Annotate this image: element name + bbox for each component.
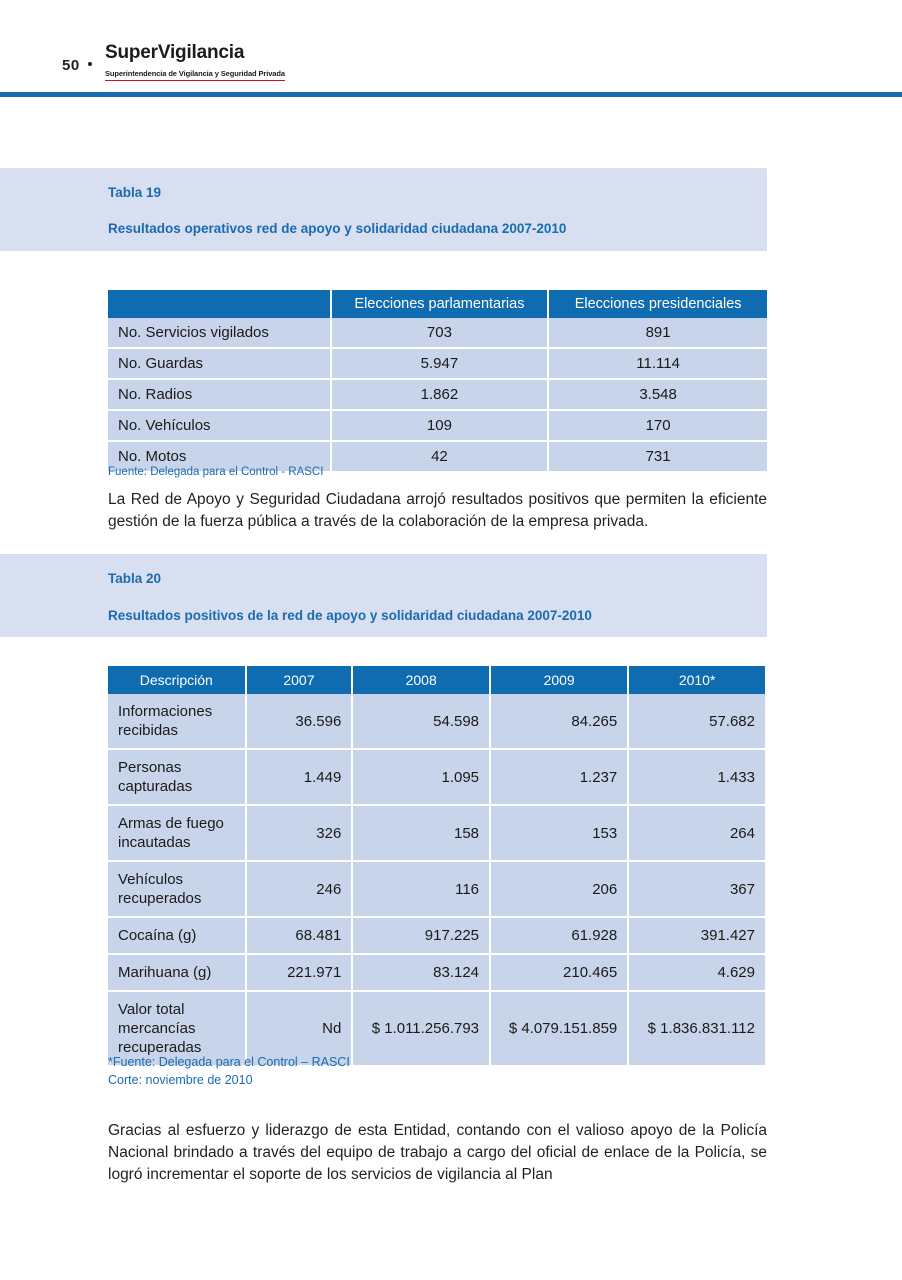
table-row bbox=[108, 379, 767, 410]
table19-row2-label: No. Radios bbox=[108, 379, 331, 410]
table19-row0-presidenciales: 891 bbox=[548, 318, 767, 348]
table20-row3-2009: 206 bbox=[490, 861, 628, 917]
table20-title: Resultados positivos de la red de apoyo y solidaridad ciudadana 2007-2010 bbox=[108, 608, 592, 623]
table-row bbox=[108, 861, 765, 917]
table20-row6-2009: $ 4.079.151.859 bbox=[490, 991, 628, 1065]
table-row bbox=[108, 348, 767, 379]
brand-logo bbox=[105, 42, 405, 81]
table19-label: Tabla 19 bbox=[108, 185, 162, 200]
table20-row5-desc: Marihuana (g) bbox=[108, 954, 246, 991]
table20-row2-2010: 264 bbox=[628, 805, 765, 861]
table19-row1-parlamentarias: 5.947 bbox=[331, 348, 549, 379]
page-header bbox=[0, 0, 902, 95]
table20-header-2009: 2009 bbox=[490, 666, 628, 694]
table20-header-2008: 2008 bbox=[352, 666, 490, 694]
table20-row3-2008: 116 bbox=[352, 861, 490, 917]
folio-dot-icon bbox=[88, 62, 92, 66]
table20-label: Tabla 20 bbox=[108, 571, 162, 586]
table-row bbox=[108, 805, 765, 861]
table20-row5-2010: 4.629 bbox=[628, 954, 765, 991]
table20-row6-desc: Valor total mercancías recuperadas bbox=[108, 991, 246, 1065]
table20-footnote-cutoff: Corte: noviembre de 2010 bbox=[108, 1073, 253, 1087]
table20-row3-2007: 246 bbox=[246, 861, 353, 917]
table19-title: Resultados operativos red de apoyo y solidaridad ciudadana 2007-2010 bbox=[108, 221, 567, 236]
table20-row1-2007: 1.449 bbox=[246, 749, 353, 805]
table19-row0-parlamentarias: 703 bbox=[331, 318, 549, 348]
brand-name: SuperVigilancia bbox=[105, 42, 245, 63]
table-19 bbox=[108, 290, 767, 471]
table19-caption-band bbox=[0, 168, 767, 251]
table19-row4-presidenciales: 731 bbox=[548, 441, 767, 471]
table19-row4-parlamentarias: 42 bbox=[331, 441, 549, 471]
table19-row3-presidenciales: 170 bbox=[548, 410, 767, 441]
table20-row4-2010: 391.427 bbox=[628, 917, 765, 954]
table20-row5-2008: 83.124 bbox=[352, 954, 490, 991]
table-row bbox=[108, 318, 767, 348]
table19-header-parlamentarias: Elecciones parlamentarias bbox=[331, 290, 549, 318]
table-row bbox=[108, 694, 765, 749]
table20-row6-2008: $ 1.011.256.793 bbox=[352, 991, 490, 1065]
table20-row4-2008: 917.225 bbox=[352, 917, 490, 954]
table20-row0-2009: 84.265 bbox=[490, 694, 628, 749]
table-row bbox=[108, 954, 765, 991]
table19-row0-label: No. Servicios vigilados bbox=[108, 318, 331, 348]
table20-row4-2009: 61.928 bbox=[490, 917, 628, 954]
table20-row3-2010: 367 bbox=[628, 861, 765, 917]
brand-subtitle: Superintendencia de Vigilancia y Seguridad Privada bbox=[105, 69, 285, 81]
table-header-row bbox=[108, 666, 765, 694]
table-20 bbox=[108, 666, 765, 1065]
table20-caption-band bbox=[0, 554, 767, 637]
table20-row1-desc: Personas capturadas bbox=[108, 749, 246, 805]
table20-header-2010: 2010* bbox=[628, 666, 765, 694]
table19-row2-presidenciales: 3.548 bbox=[548, 379, 767, 410]
table20-row6-2010: $ 1.836.831.112 bbox=[628, 991, 765, 1065]
table20-row6-2007: Nd bbox=[246, 991, 353, 1065]
table20-row0-desc: Informaciones recibidas bbox=[108, 694, 246, 749]
table19-source-note: Fuente: Delegada para el Control - RASCI bbox=[108, 466, 324, 478]
table19-row3-parlamentarias: 109 bbox=[331, 410, 549, 441]
table20-header-2007: 2007 bbox=[246, 666, 353, 694]
table20-row2-2007: 326 bbox=[246, 805, 353, 861]
table20-row5-2009: 210.465 bbox=[490, 954, 628, 991]
table-row bbox=[108, 917, 765, 954]
table19-row3-label: No. Vehículos bbox=[108, 410, 331, 441]
table-row bbox=[108, 410, 767, 441]
table20-row2-desc: Armas de fuego incautadas bbox=[108, 805, 246, 861]
paragraph-1: La Red de Apoyo y Seguridad Ciudadana arrojó resultados positivos que permiten la eficiente gestión de la fuerza pública a través de la colaboración de la empresa privada. bbox=[108, 491, 767, 530]
table-header-row bbox=[108, 290, 767, 318]
table19-row2-parlamentarias: 1.862 bbox=[331, 379, 549, 410]
table20-row2-2008: 158 bbox=[352, 805, 490, 861]
page-number: 50 bbox=[62, 57, 80, 74]
table19-row1-presidenciales: 11.114 bbox=[548, 348, 767, 379]
header-rule bbox=[0, 92, 902, 97]
table20-row5-2007: 221.971 bbox=[246, 954, 353, 991]
table20-row3-desc: Vehículos recuperados bbox=[108, 861, 246, 917]
table19-row1-label: No. Guardas bbox=[108, 348, 331, 379]
table20-row4-desc: Cocaína (g) bbox=[108, 917, 246, 954]
table20-row1-2008: 1.095 bbox=[352, 749, 490, 805]
table20-row0-2010: 57.682 bbox=[628, 694, 765, 749]
table19-header-blank bbox=[108, 290, 331, 318]
table20-row1-2010: 1.433 bbox=[628, 749, 765, 805]
table20-row2-2009: 153 bbox=[490, 805, 628, 861]
table20-row1-2009: 1.237 bbox=[490, 749, 628, 805]
table20-row0-2007: 36.596 bbox=[246, 694, 353, 749]
table20-row4-2007: 68.481 bbox=[246, 917, 353, 954]
table20-row0-2008: 54.598 bbox=[352, 694, 490, 749]
table19-row4-label: No. Motos bbox=[108, 441, 331, 471]
paragraph-2: Gracias al esfuerzo y liderazgo de esta Entidad, contando con el valioso apoyo de la Policía Nacional brindado a través del equipo de trabajo a cargo del oficial de enlace de la Policía, se logró incrementar el soporte de los servicios de vigilancia al Plan bbox=[108, 1122, 767, 1183]
table-row bbox=[108, 749, 765, 805]
table20-header-descripcion: Descripción bbox=[108, 666, 246, 694]
table19-header-presidenciales: Elecciones presidenciales bbox=[548, 290, 767, 318]
table20-footnote-source: *Fuente: Delegada para el Control – RASCI bbox=[108, 1055, 350, 1069]
